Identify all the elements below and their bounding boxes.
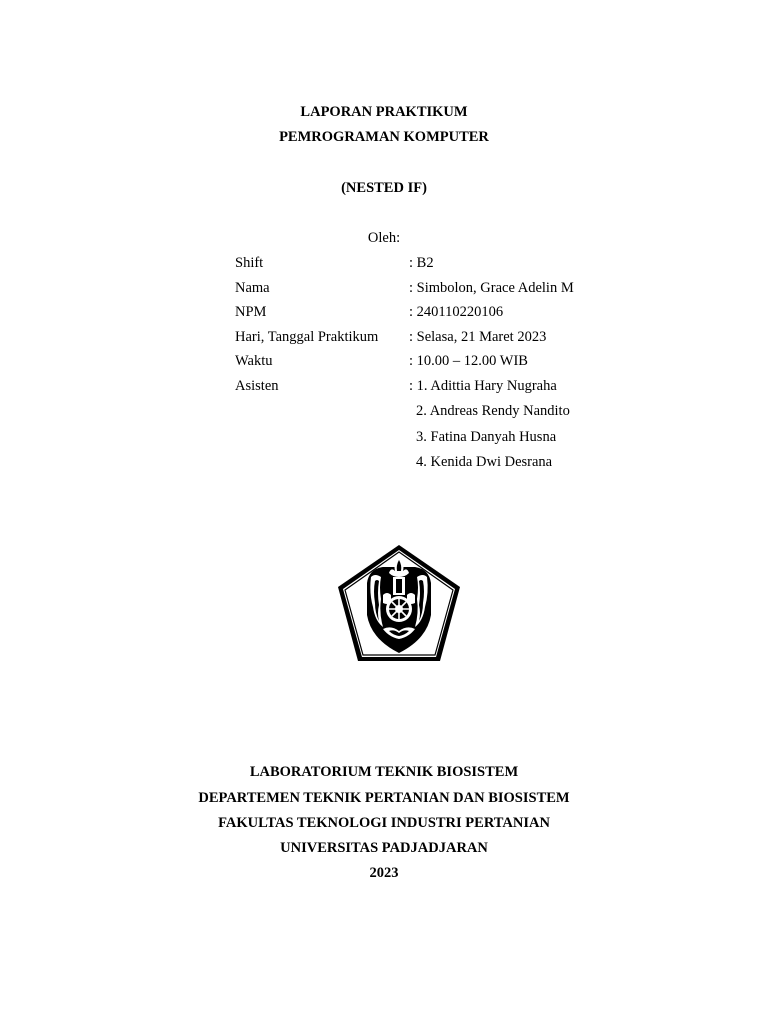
npm-label: NPM xyxy=(235,304,267,320)
tanggal-value: : Selasa, 21 Maret 2023 xyxy=(409,329,547,345)
oleh-label: Oleh: xyxy=(367,230,401,246)
npm-value: : 240110220106 xyxy=(409,304,504,320)
university-seal-icon xyxy=(335,543,463,665)
nama-value: : Simbolon, Grace Adelin M xyxy=(409,280,574,296)
shift-value: : B2 xyxy=(409,255,434,271)
asisten-item-1: : 1. Adittia Hary Nugraha xyxy=(409,378,557,394)
waktu-value: : 10.00 – 12.00 WIB xyxy=(409,353,528,369)
topic-title: (NESTED IF) xyxy=(341,180,427,196)
lab-name: LABORATORIUM TEKNIK BIOSISTEM xyxy=(249,764,519,780)
faculty-name: FAKULTAS TEKNOLOGI INDUSTRI PERTANIAN xyxy=(218,815,550,831)
department-name: DEPARTEMEN TEKNIK PERTANIAN DAN BIOSISTEM xyxy=(198,790,570,806)
asisten-item-2: 2. Andreas Rendy Nandito xyxy=(416,403,570,419)
shift-label: Shift xyxy=(235,255,264,271)
asisten-item-4: 4. Kenida Dwi Desrana xyxy=(416,454,553,470)
asisten-label: Asisten xyxy=(235,378,279,394)
report-title: LAPORAN PRAKTIKUM xyxy=(300,104,468,120)
asisten-item-3: 3. Fatina Danyah Husna xyxy=(416,429,557,445)
tanggal-label: Hari, Tanggal Praktikum xyxy=(235,329,379,345)
course-title: PEMROGRAMAN KOMPUTER xyxy=(279,129,489,145)
waktu-label: Waktu xyxy=(235,353,273,369)
nama-label: Nama xyxy=(235,280,270,296)
university-name: UNIVERSITAS PADJADJARAN xyxy=(280,840,488,856)
year: 2023 xyxy=(369,865,399,881)
